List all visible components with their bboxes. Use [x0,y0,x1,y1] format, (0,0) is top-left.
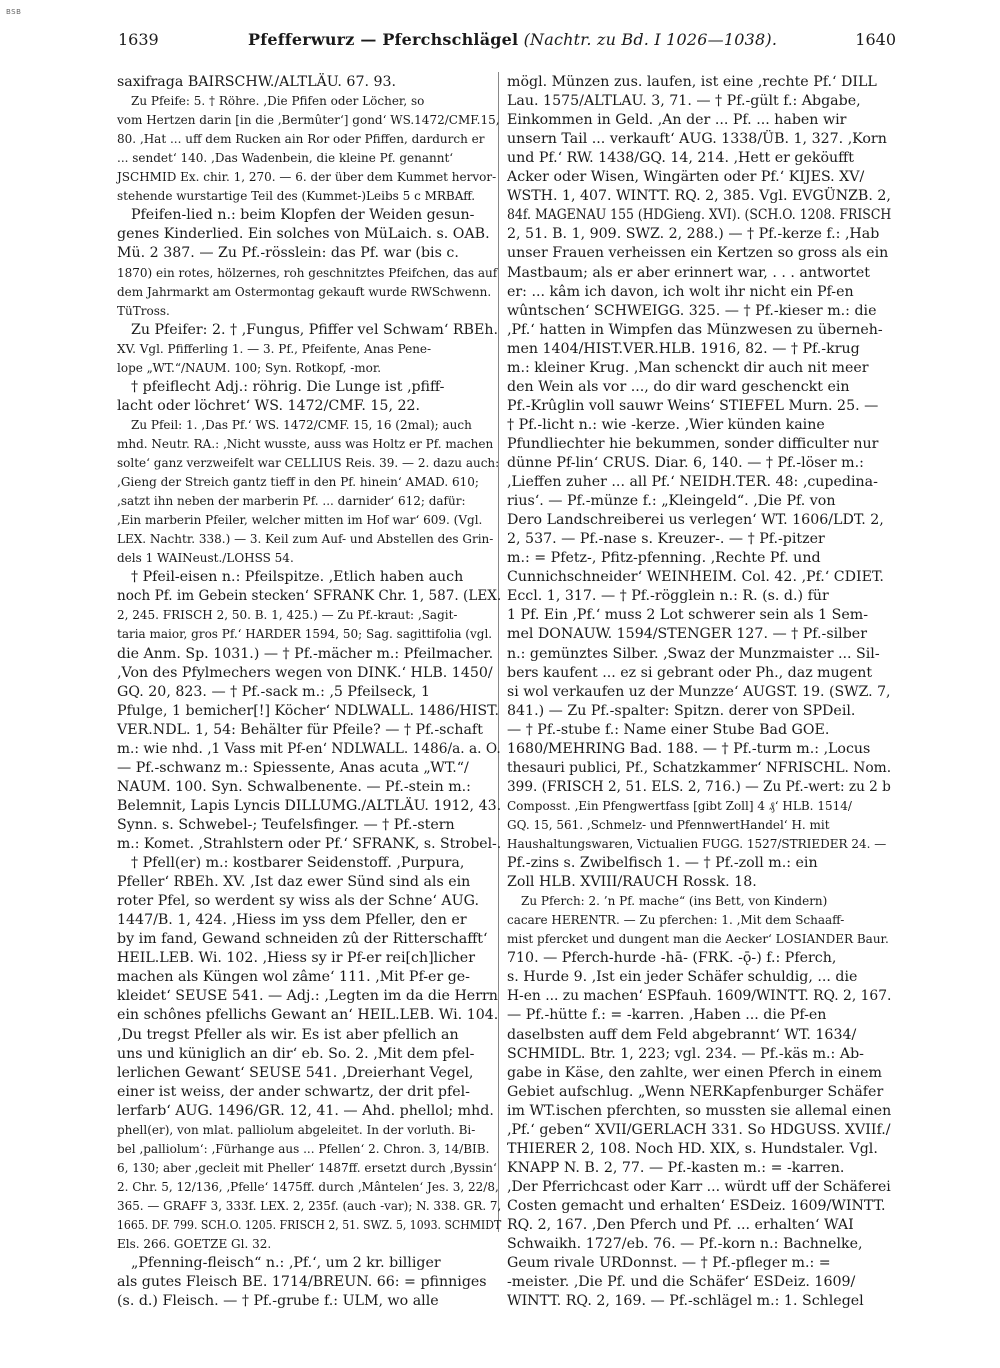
library-stamp: BSB [6,8,22,16]
text-line: kleidet‘ SEUSE 541. — Adj.: ‚Legten im da die Herrn [117,988,498,1005]
text-line: lerfarb‘ AUG. 1496/GR. 12, 41. — Ahd. phellol; mhd. [117,1102,494,1119]
left-column [117,73,502,1310]
text-line: 365. — GRAFF 3, 333f. LEX. 2, 235f. (auch -var); N. 338. GR. 7, [117,1198,502,1213]
text-line: Geum rivale URDonnst. — † Pf.-pfleger m.: = [507,1255,831,1272]
page-number-right: 1640 [855,30,896,49]
text-line: cacare HERENTR. — Zu pferchen: 1. ‚Mit dem Schaaff- [507,913,845,928]
text-line: s. Hurde 9. ‚Ist ein jeder Schäfer schuldig, ... die [507,969,858,986]
text-line: 1680/MEHRING Bad. 188. — † Pf.-turm m.: ‚Locus [507,740,871,757]
text-line: by im fand, Gewand schneiden zû der Ritterschafft‘ [117,931,488,948]
text-line: bel ‚palliolum‘: ‚Fürhange aus ... Pfellen‘ 2. Chron. 3, 14/BIB. [117,1141,490,1156]
text-line: uns und küniglich an dir‘ eb. So. 2. ‚Mit dem pfel- [117,1045,475,1062]
text-line: die Anm. Sp. 1031.) — † Pf.-mächer m.: Pfeilmacher. [117,645,494,662]
text-line: GQ. 15, 561. ‚Schmelz- und PfennwertHandel‘ H. mit [507,817,830,832]
text-line: (s. d.) Fleisch. — † Pf.-grube f.: ULM, wo alle [117,1293,439,1310]
text-line: TüTross. [117,303,170,318]
text-line: — Pf.-hütte f.: = -karren. ‚Haben ... die Pf-en [507,1007,827,1024]
text-line: rius‘. — Pf.-münze f.: „Kleingeld“. ‚Die Pf. von [507,493,836,510]
text-line: si wol verkaufen uz der Munzze‘ AUGST. 19. (SWZ. 7, [507,683,891,700]
text-line: Einkommen in Geld. ‚An der ... Pf. ... haben wir [507,112,847,129]
text-line: m.: wie nhd. ‚1 Vass mit Pf-en‘ NDLWALL. 1486/a. a. O. [117,740,501,757]
text-line: † pfeiflecht Adj.: röhrig. Die Lunge ist ‚pfiff- [131,378,445,395]
text-line: SCHMIDL. Btr. 1, 223; vgl. 234. — Pf.-käs m.: Ab- [507,1045,864,1062]
text-line: ‚Pf.‘ hatten in Wimpfen das Münzwesen zu überneh- [507,321,883,338]
text-line: XV. Vgl. Pfifferling 1. — 3. Pf., Pfeifente, Anas Pene- [117,341,432,356]
text-line: 2, 245. FRISCH 2, 50. B. 1, 425.) — Zu Pf.-kraut: ‚Sagit- [117,608,458,623]
text-line: Synn. s. Schwebel-; Teufelsfinger. — † Pf.-stern [117,816,455,833]
text-line: ‚Der Pferrichcast oder Karr ... würdt uff der Schäferei [507,1178,891,1195]
text-line: 1447/B. 1, 424. ‚Hiess im yss dem Pfeller, den er [117,912,467,929]
text-line: n.: gemünztes Silber. ‚Swaz der Munzmaister ... Sil- [507,645,880,662]
text-line: † Pf.-licht n.: wie -kerze. ‚Wier künden kaine [507,416,825,433]
text-line: Pfeller‘ RBEh. XV. ‚Ist daz ewer Sünd sind als ein [117,874,471,891]
text-line: Zu Pfeil: 1. ‚Das Pf.‘ WS. 1472/CMF. 15, 16 (2mal); auch [131,417,472,432]
text-line: Pf.-zins s. Zwibelfisch 1. — † Pf.-zoll m.: ein [507,855,818,872]
text-line: phell(er), von mlat. palliolum abgeleitet. In der vorluth. Bi- [117,1122,476,1137]
running-title-entries: Pfefferwurz — Pferchschlägel [248,30,519,49]
text-line: 1870) ein rotes, hölzernes, roh geschnitztes Pfeifchen, das auf [117,265,498,280]
text-line: 6, 130; aber ‚gecleit mit Pheller‘ 1487ff. ersetzt durch ‚Byssin‘ [117,1160,497,1175]
text-line: und Pf.‘ RW. 1438/GQ. 14, 214. ‚Hett er geköufft [507,150,854,167]
running-title-note: (Nachtr. zu Bd. I 1026—1038). [523,30,778,49]
text-line: H-en ... zu machen‘ ESPfauh. 1609/WINTT. RQ. 2, 167. [507,988,892,1005]
text-line: Eccl. 1, 317. — † Pf.-rögglein n.: R. (s. d.) für [507,588,829,605]
text-line: men 1404/HIST.VER.HLB. 1916, 82. — † Pf.-krug [507,340,860,357]
text-line: ‚satzt ihn neben der marberin Pf. ... darnider‘ 612; dafür: [117,494,466,509]
text-line: lerlichen Gewant‘ SEUSE 541. ‚Dreierhant Vegel, [117,1064,474,1081]
text-line: bers kaufent ... ez si gebrant oder Ph., daz mugent [507,664,873,681]
text-line: stehende wurstartige Teil des (Kummet-)Leibs 5 c MRBAff. [117,189,476,204]
text-line: Mastbaum; als er aber erinnert war, . . . antwortet [507,264,870,281]
text-line: er: ... kâm ich davon, ich wolt ihr nicht ein Pf-en [507,283,854,300]
text-line: 2. Chr. 5, 12/136, ‚Pfelle‘ 1475ff. durch ‚Mântelen‘ Jes. 3, 22/8, [117,1179,499,1194]
text-line: mist pfercket und dungent man die Aecker‘ LOSIANDER Baur. [507,932,889,947]
text-line: taria maior, gros Pf.‘ HARDER 1594, 50; Sag. sagittifolia (vgl. [117,627,493,642]
text-line: Cunnichschneider‘ WEINHEIM. Col. 42. ‚Pf.‘ CDIET. [507,569,884,586]
text-line: 710. — Pferch-hurde -hā- (FRK. -ǭ-) f.: Pferch, [507,950,837,967]
text-line: dem Jahrmarkt am Ostermontag gekauft wurde RWSchwenn. [117,284,492,299]
text-line: 841.) — Zu Pf.-spalter: Spitzn. derer von SPDeil. [507,702,856,719]
page-header [118,30,896,60]
text-line: machen als Küngen wol zâme‘ 111. ‚Mit Pf-er ge- [117,969,470,986]
text-line: Pfeifen-lied n.: beim Klopfen der Weiden gesun- [131,207,475,224]
text-line: als gutes Fleisch BE. 1714/BREUN. 66: = pfinniges [117,1274,487,1291]
text-line: Gebiet aufschlug. „Wenn NERKapfenburger Schäfer [507,1083,884,1100]
text-line: 399. (FRISCH 2, 51. ELS. 2, 716.) — Zu Pf.-wert: zu 2 b [507,778,891,795]
text-line: noch Pf. im Gebein stecken‘ SFRANK Chr. 1, 587. (LEX. [117,588,502,605]
text-line: HEIL.LEB. Wi. 102. ‚Hiess sy ir Pf-er rei[ch]licher [117,950,475,967]
text-line: wûntschen‘ SCHWEIGG. 325. — † Pf.-kieser m.: die [507,302,877,319]
text-line: Costen gemacht und erhalten‘ ESDeiz. 1609/WINTT. [507,1197,886,1214]
text-line: Dero Landschreiberei us verlegen‘ WT. 1606/LDT. 2, [507,512,884,529]
text-line: WSTH. 1, 407. WINTT. RQ. 2, 385. Vgl. EVGÜNZB. 2, [507,188,891,205]
text-line: 1 Pf. Ein ‚Pf.‘ muss 2 Lot schwerer sein als 1 Sem- [507,607,869,624]
text-line: ... sendet‘ 140. ‚Das Wadenbein, die kleine Pf. genannt‘ [117,151,454,166]
text-line: LEX. Nachtr. 338.) — 3. Keil zum Auf- und Abstellen des Grin- [117,532,494,547]
text-line: NAUM. 100. Syn. Schwalbenente. — Pf.-stein m.: [117,778,471,795]
text-line: WINTT. RQ. 2, 169. — Pf.-schlägel m.: 1. Schlegel [507,1293,864,1310]
text-line: einer ist weiss, der ander schwartz, der drit pfel- [117,1083,470,1100]
text-line: † Pfell(er) m.: kostbarer Seidenstoff. ‚Purpura, [131,855,465,872]
text-line: vom Hertzen darin [in die ‚Bermûter‘] gond‘ WS.1472/CMF.15, [117,113,500,128]
text-line: — † Pf.-stube f.: Name einer Stube Bad GOE. [507,721,830,738]
text-line: ‚Du tregst Pfeller als wir. Es ist aber pfellich an [117,1026,459,1043]
text-line: dünne Pf-lin‘ CRUS. Diar. 6, 140. — † Pf.-löser m.: [507,455,864,471]
text-line: m.: kleiner Krug. ‚Man schenckt dir auch nit meer [507,359,869,376]
text-line: Pf.-Krûglin voll sauwr Weins‘ STIEFEL Murn. 25. — [507,397,879,414]
text-line: ‚Lieffen zuher ... all Pf.‘ NEIDH.TER. 48: ‚cupedina- [507,474,878,491]
text-line: Lau. 1575/ALTLAU. 3, 71. — † Pf.-gült f.: Abgabe, [507,93,861,110]
text-line: Composst. ‚Ein Pfengwertfass [gibt Zoll] 4 ₰‘ HLB. 1514/ [507,798,852,813]
text-line: JSCHMID Ex. chir. 1, 270. — 6. der über dem Kummet hervor- [117,170,497,185]
text-line: daselbsten auff dem Feld abgebrannt‘ WT. 1634/ [507,1026,857,1043]
text-line: ‚Pf.‘ geben“ XVII/GERLACH 331. So HDGUSS. XVIIf./ [507,1121,891,1138]
text-line: Mü. 2 387. — Zu Pf.-rösslein: das Pf. war (bis c. [117,245,459,262]
text-line: — Pf.-schwanz m.: Spiessente, Anas acuta „WT.“/ [117,759,469,776]
text-line: † Pfeil-eisen n.: Pfeilspitze. ‚Etlich haben auch [131,569,464,586]
text-line: lope „WT.“/NAUM. 100; Syn. Rotkopf, -mor. [117,360,382,375]
text-line: Acker oder Wisen, Wingärten oder Pf.‘ KIJES. XV/ [507,169,865,186]
text-line: genes Kinderlied. Ein solches von MüLaich. s. OAB. [117,226,490,243]
text-line: den Wein als vor ..., do dir ward geschenckt ein [507,378,850,395]
text-line: Belemnit, Lapis Lyncis DILLUMG./ALTLÄU. 1912, 43. [117,797,502,814]
text-line: KNAPP N. B. 2, 77. — Pf.-kasten m.: = -karren. [507,1159,845,1176]
text-line: Zu Pfeife: 5. † Röhre. ‚Die Pfifen oder Löcher, so [131,94,425,109]
text-line: -meister. ‚Die Pf. und die Schäfer‘ ESDeiz. 1609/ [507,1274,856,1291]
right-column [507,73,892,1310]
text-line: 80. ‚Hat ... uff dem Rucken ain Ror oder Pfiffen, dardurch er [117,132,485,147]
running-title [248,30,777,49]
text-line: Haushaltungswaren, Victualien FUGG. 1527/STRIEDER 24. — [507,837,887,851]
text-line: gabe in Käse, den zahlte, wer einen Pferch in einem [507,1064,882,1081]
text-line: Zu Pfeifer: 2. † ‚Fungus, Pfiffer vel Schwam‘ RBEh. [131,321,498,338]
page-number-left: 1639 [118,30,159,49]
text-line: thesauri publici, Pf., Schatzkammer‘ NFRISCHL. Nom. [507,759,892,776]
text-line: ‚Von des Pfylmechers wegen von DINK.‘ HLB. 1450/ [117,664,493,681]
text-line: mel DONAUW. 1594/STENGER 127. — † Pf.-silber [507,626,867,643]
text-line: ein schônes pfellichs Gewant an‘ HEIL.LEB. Wi. 104. [117,1007,499,1024]
text-line: ‚Gieng der Streich gantz tieff in den Pf. hinein‘ AMAD. 610; [117,475,479,490]
text-line: Zoll HLB. XVIII/RAUCH Rossk. 18. [507,874,757,891]
text-line: roter Pfel, so werdent sy wiss als der Schne‘ AUG. [117,893,479,910]
text-line: dels 1 WAINeust./LOHSS 54. [117,551,294,566]
text-line: GQ. 20, 823. — † Pf.-sack m.: ‚5 Pfeilseck, 1 [117,683,430,700]
text-line: im WT.ischen pferchten, so mussten sie allemal einen [507,1102,892,1119]
text-line: 84f. MAGENAU 155 (HDGieng. XVI). (SCH.O. 1208. FRISCH [507,207,892,224]
text-line: lacht oder löchret‘ WS. 1472/CMF. 15, 22. [117,397,421,414]
text-line: Pfundliechter hie bekummen, sonder difficulter nur [507,435,879,452]
text-line: „Pfenning-fleisch“ n.: ‚Pf.‘, um 2 kr. billiger [131,1255,441,1272]
text-line: 2, 51. B. 1, 909. SWZ. 2, 288.) — † Pf.-kerze f.: ‚Hab [507,226,880,243]
text-line: saxifraga BAIRSCHW./ALTLÄU. 67. 93. [117,74,397,90]
text-line: m.: Komet. ‚Strahlstern oder Pf.‘ SFRANK, s. Strobel-. [117,836,502,852]
text-line: Zu Pferch: 2. ’n Pf. mache“ (ins Bett, von Kindern) [521,894,828,909]
text-line: VER.NDL. 1, 54: Behälter für Pfeile? — † Pf.-schaft [117,721,483,738]
text-line: THIERER 2, 108. Noch HD. XIX, s. Hundstaler. Vgl. [507,1140,878,1157]
text-line: 1665. DF. 799. SCH.O. 1205. FRISCH 2, 51. SWZ. 5, 1093. SCHMIDT [117,1218,502,1232]
text-line: solte‘ ganz verzweifelt war CELLIUS Reis. 39. — 2. dazu auch: [117,456,500,470]
text-line: mögl. Münzen zus. laufen, ist eine ‚rechte Pf.‘ DILL [507,74,877,90]
text-line: 2, 537. — Pf.-nase s. Kreuzer-. — † Pf.-pitzer [507,531,825,548]
text-line: Schwaikh. 1727/eb. 76. — Pf.-korn n.: Bachnelke, [507,1236,863,1253]
text-line: m.: = Pfetz-, Pfitz-pfenning. ‚Rechte Pf. und [507,550,821,567]
text-line: mhd. Neutr. RA.: ‚Nicht wusste, auss was Holtz er Pf. machen [117,436,494,451]
text-line: Pfulge, 1 bemicher[!] Köcher‘ NDLWALL. 1486/HIST. [117,702,499,719]
text-line: Els. 266. GOETZE Gl. 32. [117,1237,272,1252]
text-line: RQ. 2, 167. ‚Den Pferch und Pf. ... erhalten‘ WAI [507,1217,854,1233]
text-line: ‚Ein marberin Pfeiler, welcher mitten im Hof war‘ 609. (Vgl. [117,513,483,528]
text-line: unsern Tail ... verkauft‘ AUG. 1338/ÜB. 1, 327. ‚Korn [507,131,887,148]
text-line: unser Frauen verheissen ein Kertzen so gross als ein [507,245,889,262]
